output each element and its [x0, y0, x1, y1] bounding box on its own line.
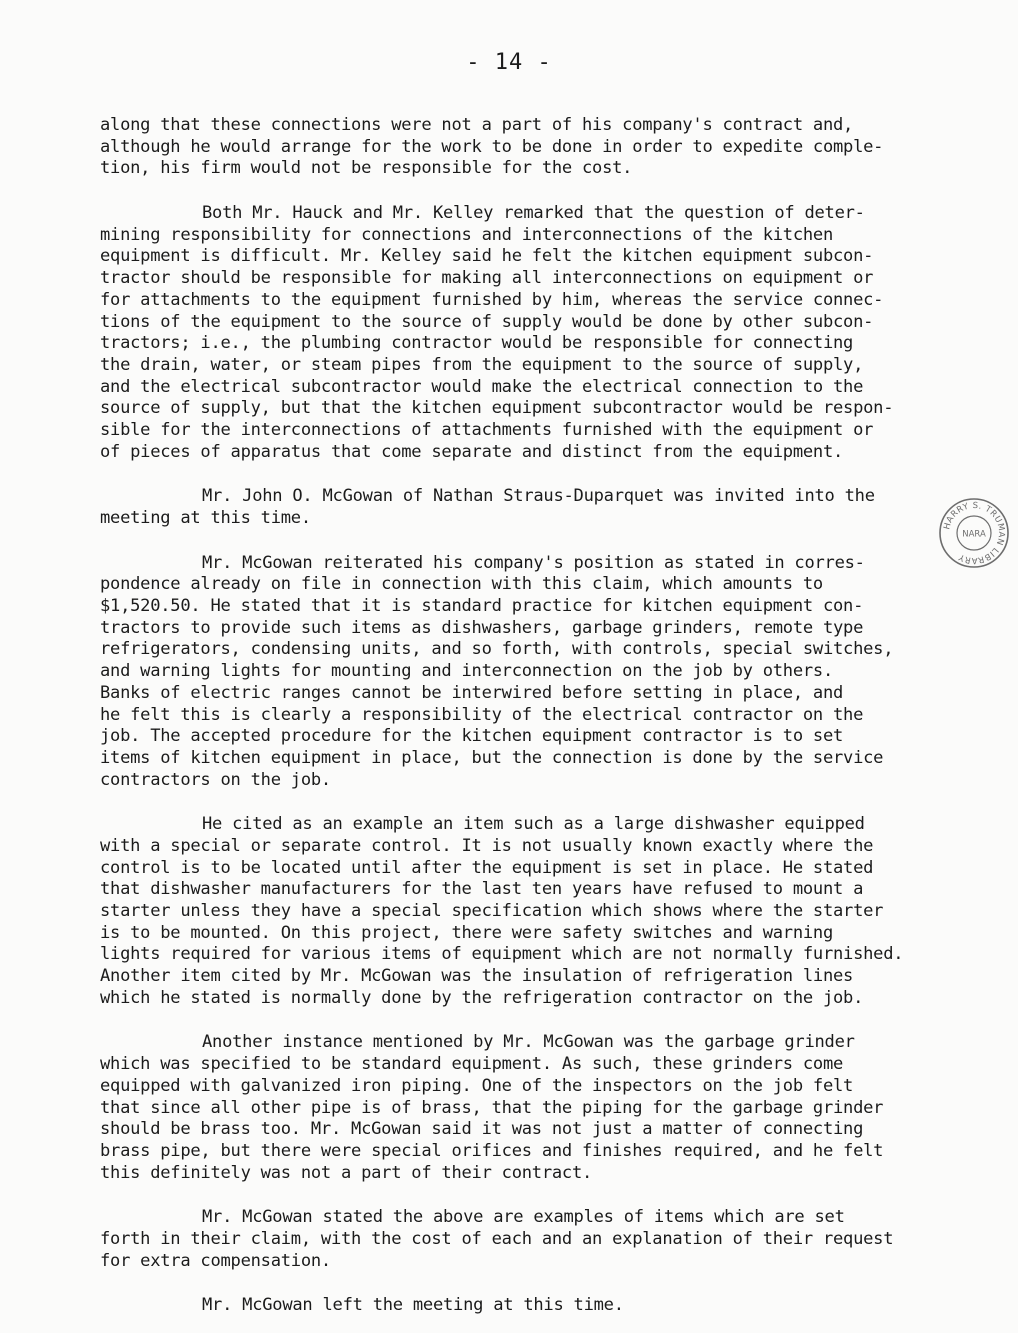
- page-number: - 14 -: [466, 50, 552, 75]
- library-stamp: [938, 497, 1010, 569]
- text-line: tractor should be responsible for making all interconnections on equipment or: [100, 268, 874, 289]
- text-line: contractors on the job.: [100, 769, 331, 790]
- text-line: which was specified to be standard equipment. As such, these grinders come: [100, 1054, 844, 1075]
- text-line: although he would arrange for the work to be done in order to expedite comple-: [100, 136, 884, 157]
- text-line: Mr. John O. McGowan of Nathan Straus-Duparquet was invited into the: [202, 486, 875, 507]
- text-line: $1,520.50. He stated that it is standard practice for kitchen equipment con-: [100, 596, 864, 617]
- paragraph-1: [100, 115, 980, 180]
- text-line: mining responsibility for connections and interconnections of the kitchen: [100, 224, 834, 245]
- stamp-outer-text: HARRY S. TRUMAN LIBRARY: [942, 500, 1007, 566]
- text-line: this definitely was not a part of their contract.: [100, 1162, 593, 1183]
- text-line: for attachments to the equipment furnished by him, whereas the service connec-: [100, 289, 884, 310]
- text-line: Another instance mentioned by Mr. McGowan was the garbage grinder: [202, 1032, 855, 1053]
- paragraph-2: [100, 203, 980, 463]
- text-line: equipment is difficult. Mr. Kelley said he felt the kitchen equipment subcon-: [100, 246, 874, 267]
- text-line: of pieces of apparatus that come separate and distinct from the equipment.: [100, 441, 844, 462]
- text-line: should be brass too. Mr. McGowan said it was not just a matter of connecting: [100, 1119, 864, 1140]
- text-line: pondence already on file in connection with this claim, which amounts to: [100, 574, 823, 595]
- text-line: Mr. McGowan stated the above are examples of items which are set: [202, 1207, 845, 1228]
- document-body: [100, 115, 980, 1317]
- text-line: tions of the equipment to the source of supply would be done by other subcon-: [100, 311, 874, 332]
- text-line: starter unless they have a special specification which shows where the starter: [100, 901, 884, 921]
- text-line: he felt this is clearly a responsibility of the electrical contractor on the: [100, 704, 864, 725]
- text-line: which he stated is normally done by the refrigeration contractor on the job.: [100, 987, 864, 1008]
- paragraph-7: [100, 1207, 980, 1272]
- text-line: tion, his firm would not be responsible for the cost.: [100, 158, 633, 179]
- text-line: tractors to provide such items as dishwashers, garbage grinders, remote type: [100, 617, 864, 638]
- text-line: refrigerators, condensing units, and so forth, with controls, special switches,: [100, 639, 894, 660]
- text-line: source of supply, but that the kitchen equipment subcontractor would be respon-: [100, 398, 894, 419]
- text-line: along that these connections were not a part of his company's contract and,: [100, 115, 854, 135]
- text-line: Both Mr. Hauck and Mr. Kelley remarked that the question of deter-: [202, 203, 865, 224]
- text-line: is to be mounted. On this project, there were safety switches and warning: [100, 922, 834, 943]
- text-line: brass pipe, but there were special orifices and finishes required, and he felt: [100, 1140, 884, 1161]
- paragraph-4: [100, 553, 980, 792]
- stamp-inner-text: NARA: [962, 529, 986, 540]
- text-line: for extra compensation.: [100, 1250, 331, 1271]
- text-line: lights required for various items of equipment which are not normally furnished.: [100, 944, 904, 965]
- text-line: equipped with galvanized iron piping. One of the inspectors on the job felt: [100, 1075, 854, 1096]
- text-line: Mr. McGowan reiterated his company's position as stated in corres-: [202, 552, 865, 573]
- text-line: with a special or separate control. It is not usually known exactly where the: [100, 835, 874, 856]
- text-line: that dishwasher manufacturers for the last ten years have refused to mount a: [100, 879, 864, 900]
- text-line: forth in their claim, with the cost of each and an explanation of their request: [100, 1228, 894, 1249]
- text-line: and warning lights for mounting and interconnection on the job by others.: [100, 661, 834, 682]
- text-line: meeting at this time.: [100, 508, 311, 528]
- paragraph-5: [100, 814, 980, 1009]
- text-line: Banks of electric ranges cannot be interwired before setting in place, and: [100, 682, 844, 703]
- text-line: that since all other pipe is of brass, that the piping for the garbage grinder: [100, 1097, 884, 1118]
- paragraph-8: [100, 1295, 980, 1317]
- text-line: job. The accepted procedure for the kitchen equipment contractor is to set: [100, 726, 844, 747]
- text-line: tractors; i.e., the plumbing contractor would be responsible for connecting: [100, 333, 854, 354]
- text-line: the drain, water, or steam pipes from the equipment to the source of supply,: [100, 354, 864, 375]
- paragraph-6: [100, 1032, 980, 1184]
- paragraph-3: [100, 486, 980, 529]
- text-line: Mr. McGowan left the meeting at this time.: [202, 1295, 624, 1316]
- text-line: control is to be located until after the equipment is set in place. He stated: [100, 857, 874, 878]
- text-line: He cited as an example an item such as a large dishwasher equipped: [202, 814, 865, 835]
- text-line: items of kitchen equipment in place, but the connection is done by the service: [100, 747, 884, 768]
- text-line: sible for the interconnections of attachments furnished with the equipment or: [100, 419, 874, 440]
- text-line: Another item cited by Mr. McGowan was the insulation of refrigeration lines: [100, 966, 854, 987]
- text-line: and the electrical subcontractor would make the electrical connection to the: [100, 376, 864, 397]
- library-stamp-seal: [938, 497, 1010, 569]
